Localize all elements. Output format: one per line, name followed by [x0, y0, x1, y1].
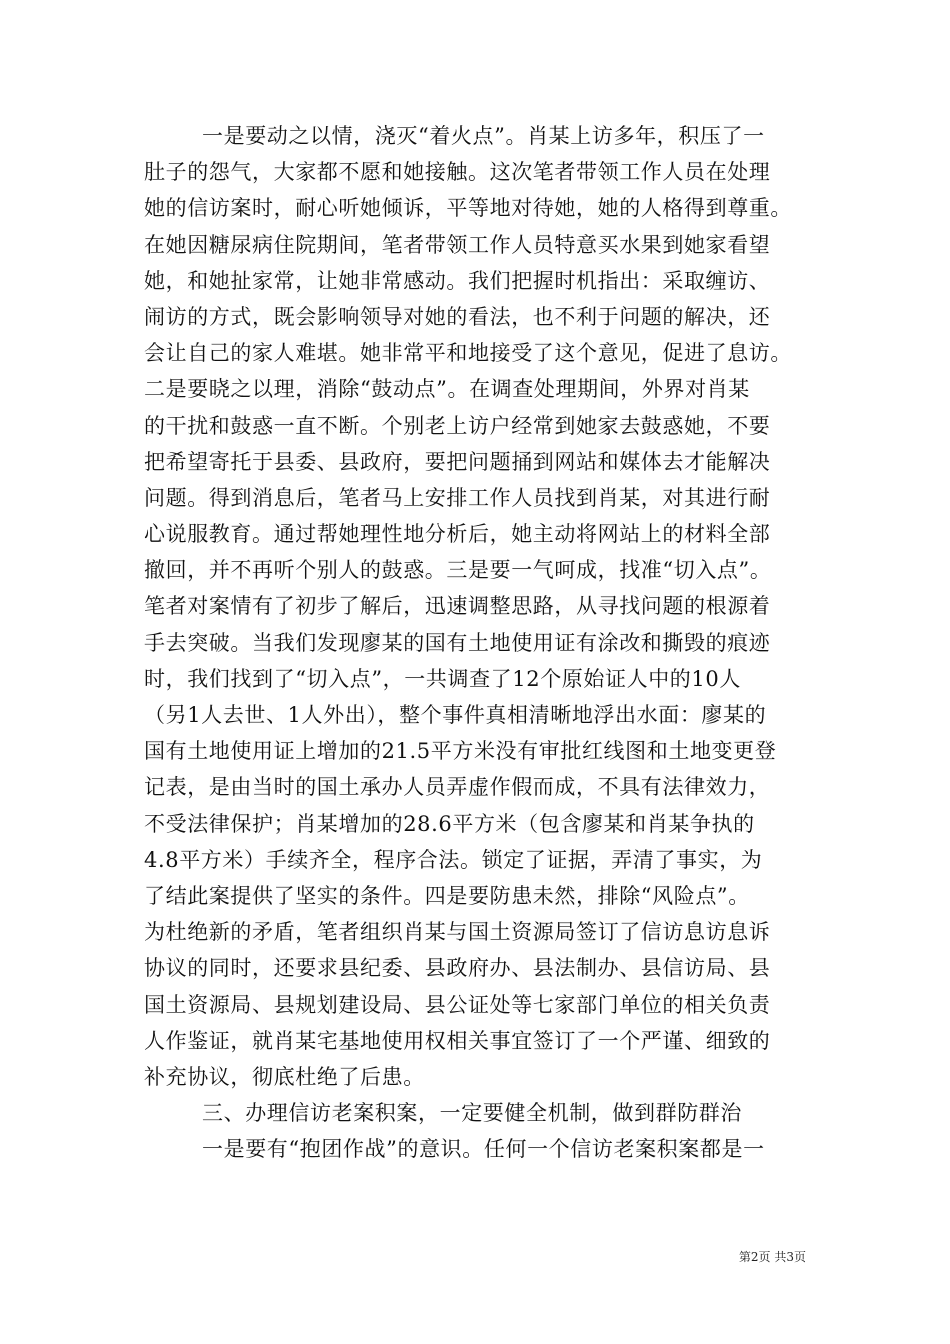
text-line: 人作鉴证，就肖某宅基地使用权相关事宜签订了一个严谨、细致的	[144, 1028, 771, 1053]
text-line: （另1人去世、1人外出），整个事件真相清晰地浮出水面：廖某的	[144, 703, 767, 727]
text-line: 国土资源局、县规划建设局、县公证处等七家部门单位的相关负责	[144, 992, 771, 1017]
document-body	[144, 118, 814, 1167]
text-line: 手去突破。当我们发现廖某的国有土地使用证有涂改和撕毁的痕迹	[144, 630, 771, 655]
text-line: 4.8平方米）手续齐全，程序合法。锁定了证据，弄清了事实，为	[144, 847, 763, 872]
text-line: 肚子的怨气，大家都不愿和她接触。这次笔者带领工作人员在处理	[144, 160, 771, 185]
text-line: 为杜绝新的矛盾，笔者组织肖某与国土资源局签订了信访息访息诉	[144, 920, 771, 945]
text-line: 补充协议，彻底杜绝了后患。	[144, 1064, 425, 1089]
text-line: 一是要有“抱团作战”的意识。任何一个信访老案积案都是一	[202, 1137, 765, 1162]
text-line: 她的信访案时，耐心听她倾诉，平等地对待她，她的人格得到尊重。	[144, 196, 792, 221]
text-line: 把希望寄托于县委、县政府，要把问题捅到网站和媒体去才能解决	[144, 449, 771, 474]
text-line: 不受法律保护；肖某增加的28.6平方米（包含廖某和肖某争执的	[144, 811, 755, 836]
text-line: 在她因糖尿病住院期间，笔者带领工作人员特意买水果到她家看望	[144, 232, 771, 257]
section-heading: 三、办理信访老案积案，一定要健全机制，做到群防群治	[202, 1101, 742, 1126]
text-line: 一是要动之以情，浇灭“着火点”。肖某上访多年，积压了一	[202, 124, 765, 148]
text-line: 会让自己的家人难堪。她非常平和地接受了这个意见，促进了息访。	[144, 341, 792, 366]
text-line: 国有土地使用证上增加的21.5平方米没有审批红线图和土地变更登	[144, 739, 777, 764]
text-line: 了结此案提供了坚实的条件。四是要防患未然，排除“风险点”。	[144, 883, 750, 908]
text-line: 记表，是由当时的国土承办人员弄虚作假而成，不具有法律效力，	[144, 775, 771, 800]
text-line: 心说服教育。通过帮她理性地分析后，她主动将网站上的材料全部	[144, 522, 771, 547]
text-line: 撤回，并不再听个别人的鼓惑。三是要一气呵成，找准“切入点”。	[144, 558, 772, 583]
text-line: 笔者对案情有了初步了解后，迅速调整思路，从寻找问题的根源着	[144, 594, 771, 619]
text-line: 的干扰和鼓惑一直不断。个别老上访户经常到她家去鼓惑她，不要	[144, 413, 771, 438]
text-line: 协议的同时，还要求县纪委、县政府办、县法制办、县信访局、县	[144, 956, 771, 981]
text-line: 闹访的方式，既会影响领导对她的看法，也不利于问题的解决，还	[144, 304, 771, 329]
text-line: 她，和她扯家常，让她非常感动。我们把握时机指出：采取缠访、	[144, 268, 771, 293]
page-number: 第2页 共3页	[738, 1250, 806, 1264]
text-line: 时，我们找到了“切入点”，一共调查了12个原始证人中的10人	[144, 666, 741, 691]
text-line: 二是要晓之以理，消除“鼓动点”。在调查处理期间，外界对肖某	[144, 377, 750, 402]
text-line: 问题。得到消息后，笔者马上安排工作人员找到肖某，对其进行耐	[144, 485, 771, 510]
